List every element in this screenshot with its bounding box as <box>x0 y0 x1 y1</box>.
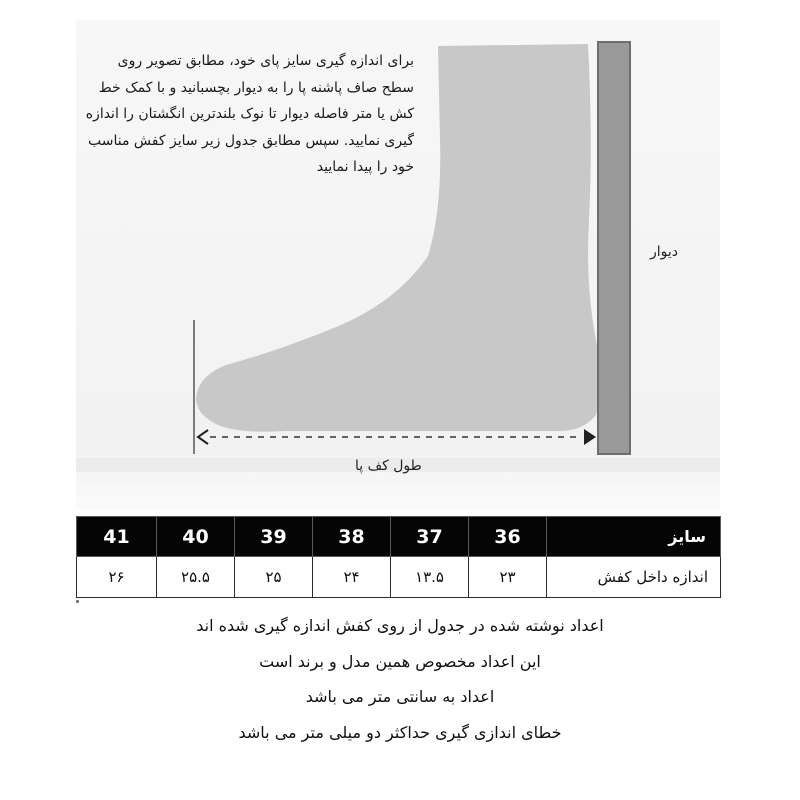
note-item: اعداد نوشته شده در جدول از روی کفش اندازه گیری شده اند <box>196 616 604 635</box>
foot-length-label: طول کف پا <box>355 458 422 474</box>
size-cell: 40 <box>157 517 235 557</box>
size-header-label: سایز <box>547 517 721 557</box>
note-item: این اعداد مخصوص همین مدل و برند است <box>259 651 541 671</box>
size-cell: 39 <box>235 517 313 557</box>
insole-length-label: اندازه داخل کفش <box>547 557 721 598</box>
insole-length-cell: ۲۵.۵ <box>157 557 235 598</box>
insole-length-cell: ۲۳ <box>469 557 547 598</box>
size-cell: 38 <box>313 517 391 557</box>
measurement-instructions: برای اندازه گیری سایز پای خود، مطابق تصویر روی سطح صاف پاشنه پا را به دیوار بچسبانید و با کمک خط کش یا متر فاصله دیوار تا نوک بلندترین انگشتان را اندازه گیری نمایید. سپس مطابق جدول زیر سایز کفش مناسب خود را پیدا نمایید <box>85 53 414 175</box>
size-cell: 36 <box>469 517 547 557</box>
insole-length-cell: ۲۵ <box>235 557 313 598</box>
size-table <box>76 516 721 598</box>
insole-length-row <box>77 557 721 598</box>
size-row <box>77 517 721 557</box>
insole-length-cell: ۲۴ <box>313 557 391 598</box>
notes-list <box>100 608 700 750</box>
stray-dot <box>76 600 79 603</box>
size-cell: 41 <box>77 517 157 557</box>
insole-length-cell: ۱۳.۵ <box>391 557 469 598</box>
arrow-left-icon <box>198 430 208 444</box>
wall <box>598 42 630 454</box>
note-item: اعداد به سانتی متر می باشد <box>305 687 495 706</box>
arrow-right-icon <box>584 429 596 445</box>
wall-label: دیوار <box>650 244 679 260</box>
insole-length-cell: ۲۶ <box>77 557 157 598</box>
size-cell: 37 <box>391 517 469 557</box>
note-item: خطای اندازی گیری حداکثر دو میلی متر می باشد <box>238 722 562 742</box>
